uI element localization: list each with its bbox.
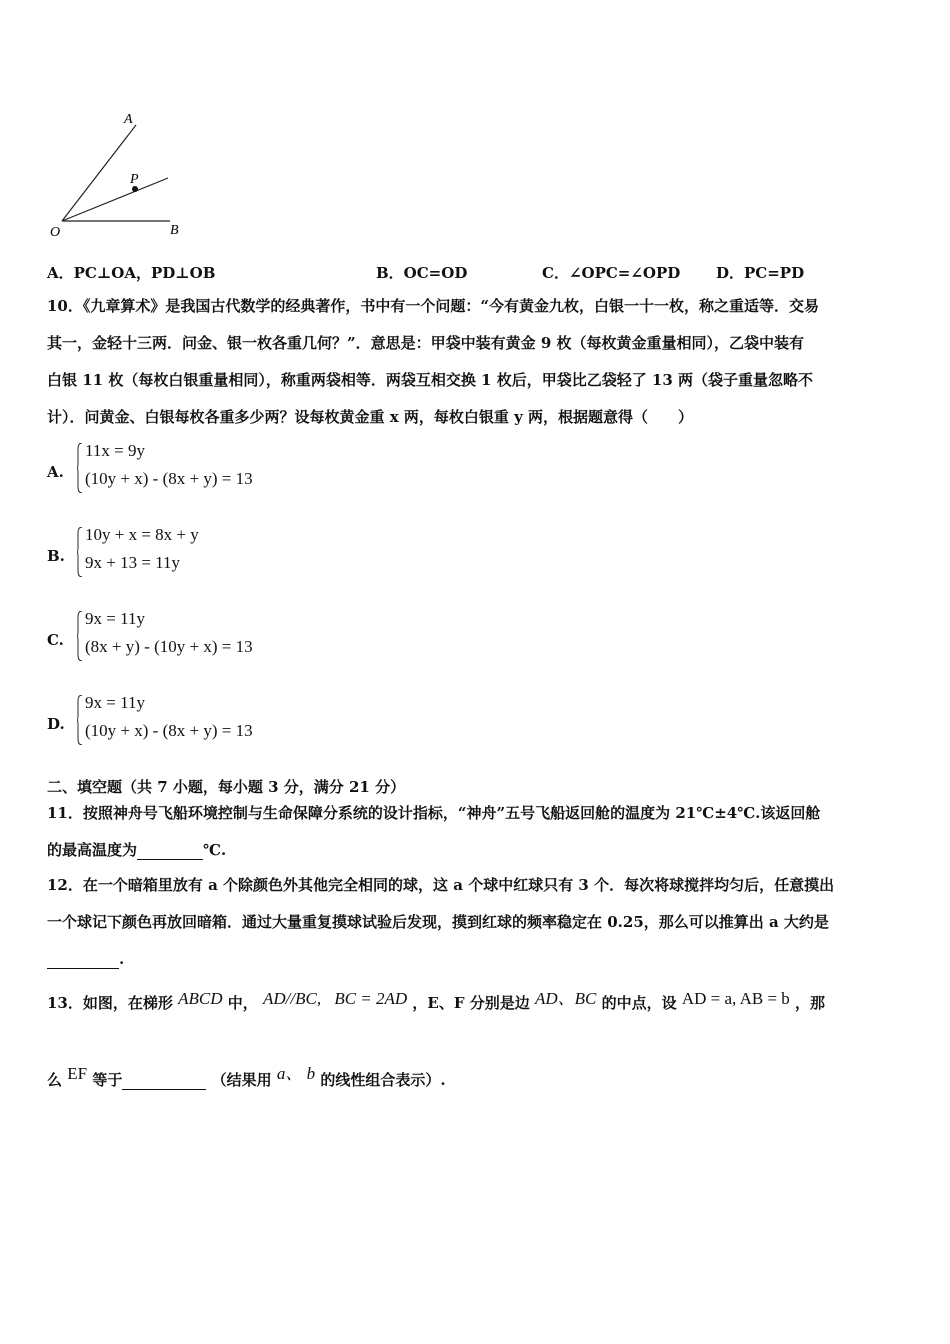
equation-2: (10y + x) - (8x + y) = 13 — [85, 721, 253, 740]
q12-line-3 — [47, 949, 124, 969]
equation-2: (8x + y) - (10y + x) = 13 — [85, 637, 253, 656]
q9-option-b: B．OC=OD — [376, 264, 468, 282]
math-abcd: ABCD — [178, 989, 223, 1008]
q10-option-a — [47, 441, 347, 501]
q13-text: （结果用 — [211, 1071, 272, 1089]
option-label: D. — [47, 715, 65, 733]
q13-text: ，那 — [795, 994, 826, 1012]
equation-1: 9x = 11y — [85, 609, 145, 628]
q13-text: 等于 — [92, 1071, 123, 1089]
brace-icon — [77, 443, 82, 493]
angle-figure — [40, 105, 200, 245]
q11-unit: ℃. — [203, 841, 227, 859]
q10-line-3: 白银 11 枚（每枚白银重量相同），称重两袋相等．两袋互相交换 1 枚后，甲袋比乙袋轻了 13 两（袋子重量忽略不 — [47, 371, 814, 389]
q10-line-2: 其一，金轻十三两．问金、银一枚各重几何？”．意思是：甲袋中装有黄金 9 枚（每枚黄金重量相同），乙袋中装有 — [47, 334, 805, 352]
q13-text: ，E、F 分别是边 — [412, 994, 530, 1012]
math-a-b: a、 b — [276, 1064, 316, 1083]
label-p: P — [130, 172, 139, 187]
q12-line-1: 12．在一个暗箱里放有 a 个除颜色外其他完全相同的球，这 a 个球中红球只有 3 个．每次将球搅拌均匀后，任意摸出 — [47, 876, 835, 894]
q13-line-1 — [47, 989, 826, 1013]
option-label: B. — [47, 547, 65, 565]
brace-icon — [77, 611, 82, 661]
label-o: O — [50, 225, 61, 240]
q10-option-b — [47, 525, 347, 585]
answer-blank[interactable] — [47, 952, 119, 969]
q10-option-d — [47, 693, 347, 753]
math-bc-2ad: BC = 2AD — [334, 989, 408, 1008]
math-ad-bc: AD、BC — [534, 989, 597, 1008]
answer-blank[interactable] — [137, 843, 203, 860]
equation-2: 9x + 13 = 11y — [85, 553, 181, 572]
answer-blank[interactable] — [122, 1073, 206, 1090]
q10-line-4: 计）．问黄金、白银每枚各重多少两？设每枚黄金重 x 两，每枚白银重 y 两，根据题意得（ ） — [47, 408, 694, 426]
q13-text: 中， — [227, 994, 258, 1012]
q12-end: . — [119, 950, 125, 968]
q13-text: 么 — [47, 1071, 63, 1089]
q10-line-1: 10．《九章算术》是我国古代数学的经典著作，书中有一个问题：“今有黄金九枚，白银一十一枚，称之重适等．交易 — [47, 297, 820, 315]
section-title: 二、填空题（共 7 小题，每小题 3 分，满分 21 分） — [47, 778, 406, 796]
equation-1: 11x = 9y — [85, 441, 145, 460]
equation-2: (10y + x) - (8x + y) = 13 — [85, 469, 253, 488]
q13-text: 的线性组合表示）. — [320, 1071, 446, 1089]
q13-text: 的中点，设 — [601, 994, 677, 1012]
option-label: C. — [47, 631, 64, 649]
label-a: A — [124, 112, 133, 127]
label-b: B — [170, 223, 179, 238]
q13-line-2 — [47, 1064, 446, 1090]
q11-line-2 — [47, 840, 226, 860]
math-ef: EF — [67, 1064, 88, 1083]
option-label: A. — [47, 463, 64, 481]
q11-line-1: 11．按照神舟号飞船环境控制与生命保障分系统的设计指标，“神舟”五号飞船返回舱的温度为 21℃±4℃.该返回舱 — [47, 804, 821, 822]
equation-1: 9x = 11y — [85, 693, 145, 712]
math-vectors: AD = a, AB = b — [681, 989, 790, 1008]
q9-option-c: C．∠OPC=∠OPD — [542, 264, 681, 282]
math-parallel: AD//BC, — [262, 989, 322, 1008]
q9-option-a: A．PC⊥OA，PD⊥OB — [47, 264, 216, 282]
q9-option-d: D．PC=PD — [716, 264, 805, 282]
q10-option-c — [47, 609, 347, 669]
equation-1: 10y + x = 8x + y — [85, 525, 199, 544]
brace-icon — [77, 695, 82, 745]
q11-line-2-text: 的最高温度为 — [47, 841, 138, 859]
brace-icon — [77, 527, 82, 577]
q12-line-2: 一个球记下颜色再放回暗箱．通过大量重复摸球试验后发现，摸到红球的频率稳定在 0.25，那么可以推算出 a 大约是 — [47, 913, 829, 931]
q13-text: 13．如图，在梯形 — [47, 994, 173, 1012]
